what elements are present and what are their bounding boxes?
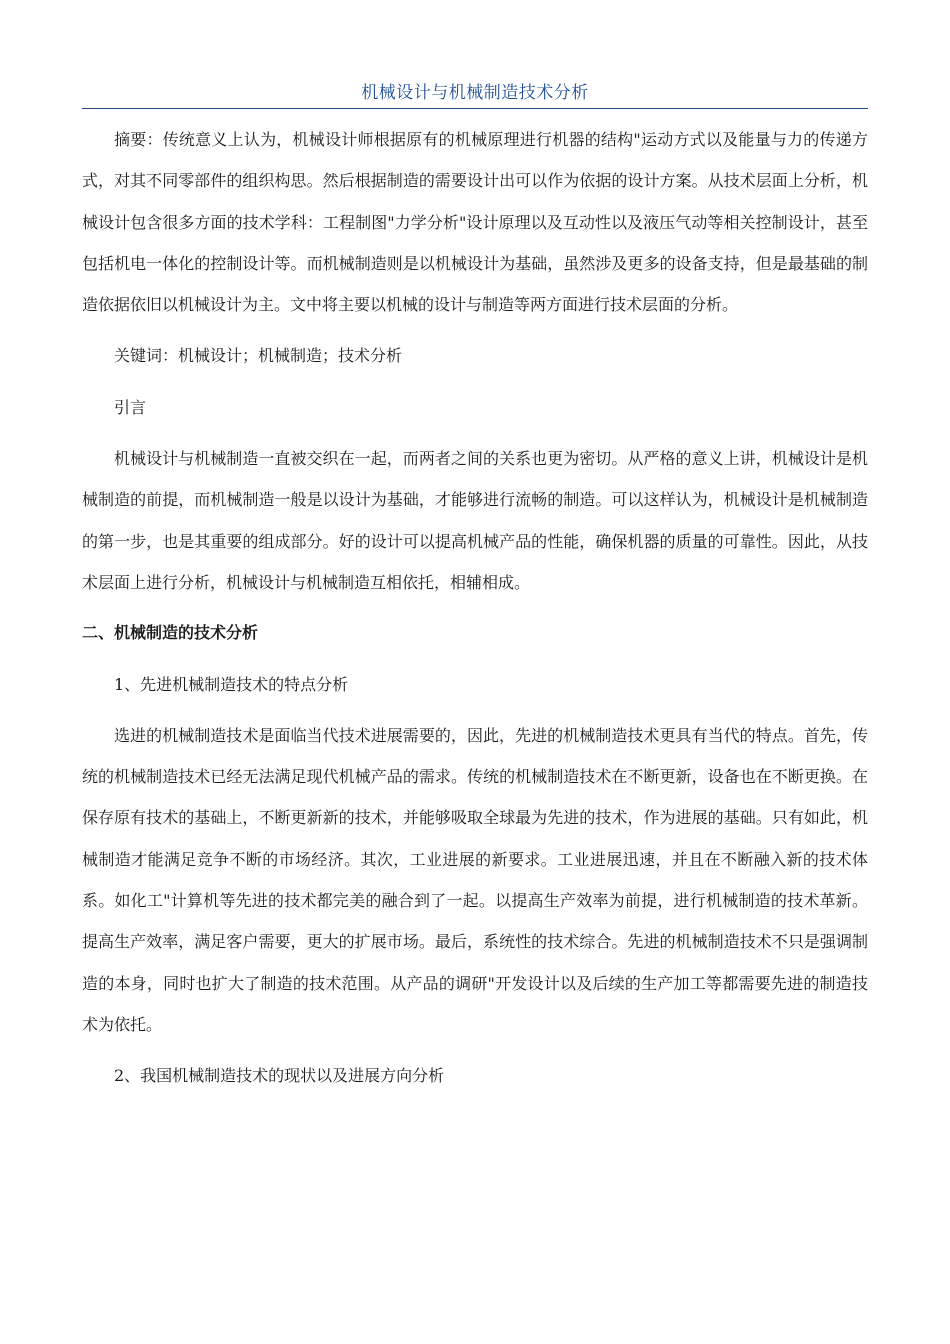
intro-paragraph: 机械设计与机械制造一直被交织在一起，而两者之间的关系也更为密切。从严格的意义上讲，机械设计是机械制造的前提，而机械制造一般是以设计为基础，才能够进行流畅的制造。可以这样认为，机械设计是机械制造的第一步，也是其重要的组成部分。好的设计可以提高机械产品的性能，确保机器的质量的可靠性。因此，从技术层面上进行分析，机械设计与机械制造互相依托，相辅相成。 [82,449,868,592]
intro-heading: 引言 [114,397,147,417]
subsection-heading-1: 1、先进机械制造技术的特点分析 [114,674,349,694]
subsection-heading-2: 2、我国机械制造技术的现状以及进展方向分析 [114,1066,445,1086]
header-divider [82,108,868,109]
section-heading: 二、机械制造的技术分析 [82,623,259,643]
abstract-paragraph: 摘要：传统意义上认为，机械设计师根据原有的机械原理进行机器的结构"运动方式以及能量与力的传递方式，对其不同零部件的组织构思。然后根据制造的需要设计出可以作为依据的设计方案。从技术层面上分析，机械设计包含很多方面的技术学科：工程制图"力学分析"设计原理以及互动性以及液压气动等相关控制设计，甚至包括机电一体化的控制设计等。而机械制造则是以机械设计为基础，虽然涉及更多的设备支持，但是最基础的制造依据依旧以机械设计为主。文中将主要以机械的设计与制造等两方面进行技术层面的分析。 [82,130,868,315]
document-body [82,119,868,1097]
keywords-line: 关键词：机械设计；机械制造；技术分析 [114,346,403,366]
subsection-paragraph-1: 选进的机械制造技术是面临当代技术进展需要的，因此，先进的机械制造技术更具有当代的特点。首先，传统的机械制造技术已经无法满足现代机械产品的需求。传统的机械制造技术在不断更新，设备也在不断更换。在保存原有技术的基础上，不断更新新的技术，并能够吸取全球最为先进的技术，作为进展的基础。只有如此，机械制造才能满足竞争不断的市场经济。其次，工业进展的新要求。工业进展迅速，并且在不断融入新的技术体系。如化工"计算机等先进的技术都完美的融合到了一起。以提高生产效率为前提，进行机械制造的技术革新。提高生产效率，满足客户需要，更大的扩展市场。最后，系统性的技术综合。先进的机械制造技术不只是强调制造的本身，同时也扩大了制造的技术范围。从产品的调研"开发设计以及后续的生产加工等都需要先进的制造技术为依托。 [82,725,868,1034]
page-title: 机械设计与机械制造技术分析 [361,83,589,103]
